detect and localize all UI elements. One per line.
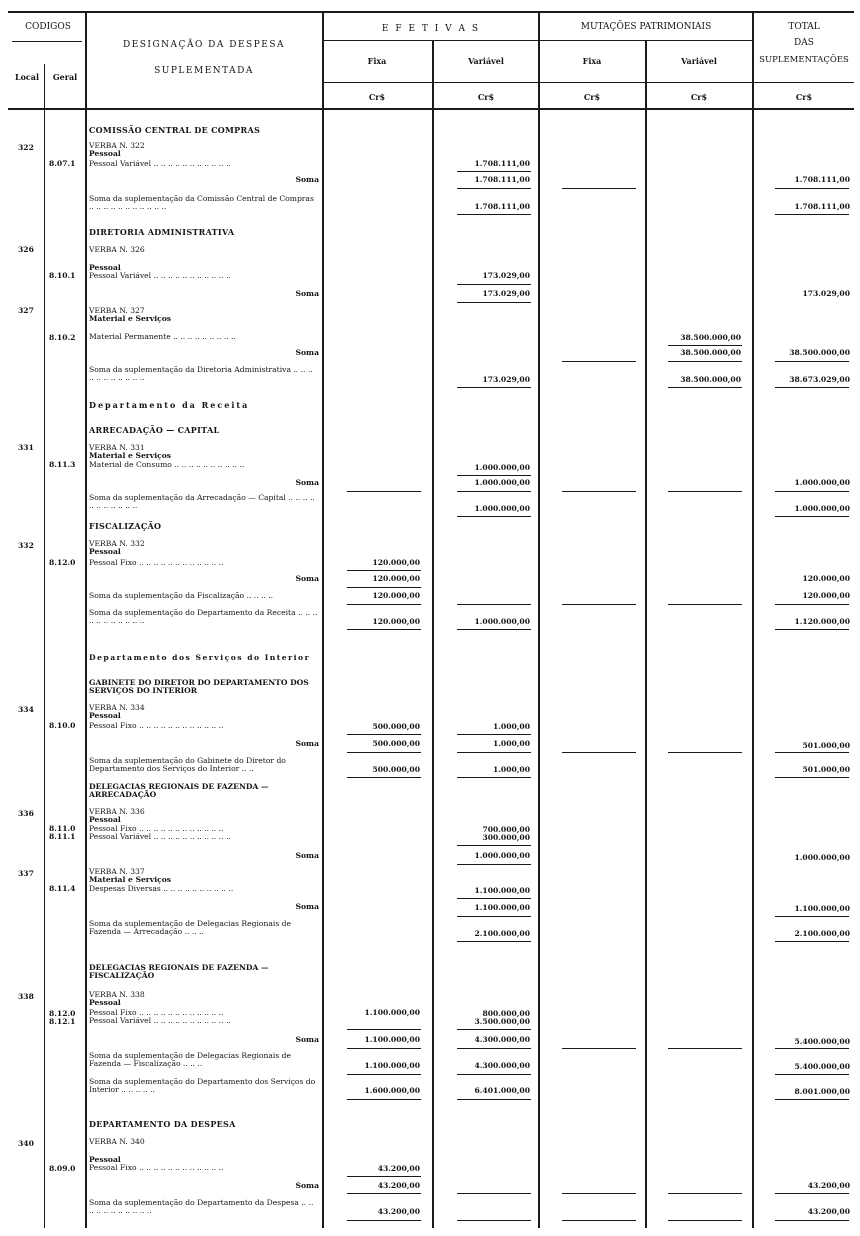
local-code: 337 bbox=[18, 869, 34, 878]
efetivas-underline bbox=[322, 40, 752, 41]
section-title: ARRECADAÇÃO — CAPITAL bbox=[89, 425, 220, 435]
supplement-mutacoes-variavel: 38.500.000,00 bbox=[680, 375, 741, 384]
underline bbox=[347, 1029, 421, 1030]
general-code: 8.11.4 bbox=[49, 884, 76, 893]
verba-label: VERBA N. 326 bbox=[89, 245, 145, 254]
general-code: 8.07.1 bbox=[49, 159, 76, 168]
supplement-total: 8.001.000,00 bbox=[794, 1087, 850, 1096]
amount-efetivas-variavel: 1.000,00 bbox=[493, 722, 530, 731]
header-mutacoes-fixa: Fixa bbox=[582, 56, 602, 66]
soma-total: 43.200,00 bbox=[807, 1181, 850, 1190]
underline bbox=[775, 188, 849, 189]
supplement-efetivas-variavel: 4.300.000,00 bbox=[474, 1061, 530, 1070]
underline bbox=[562, 604, 636, 605]
underline bbox=[457, 1193, 531, 1194]
underline bbox=[457, 734, 531, 735]
amount-efetivas-variavel: 800.000,00 bbox=[482, 1009, 530, 1018]
section-title: GABINETE DO DIRETOR DO DEPARTAMENTO DOS SERVIÇOS DO INTERIOR bbox=[89, 679, 309, 695]
underline bbox=[668, 387, 742, 388]
soma-total: 120.000,00 bbox=[802, 574, 850, 583]
soma-efetivas-variavel: 173.029,00 bbox=[482, 289, 530, 298]
underline bbox=[775, 387, 849, 388]
amount-efetivas-variavel: 300.000,00 bbox=[482, 833, 530, 842]
item-description: Pessoal Fixo .. .. .. .. .. .. .. .. .. .. .. .. bbox=[89, 1009, 224, 1017]
underline bbox=[775, 361, 849, 362]
underline bbox=[457, 171, 531, 172]
soma-mutacoes-variavel: 38.500.000,00 bbox=[680, 348, 741, 357]
supplement-subtotal-label: Soma da suplementação da Diretoria Administrativa .. .. .. .. .. .. .. .. .. .. .. bbox=[89, 366, 313, 382]
underline bbox=[457, 214, 531, 215]
underline bbox=[347, 1074, 421, 1075]
subgroup-label: Pessoal bbox=[89, 815, 121, 824]
underline bbox=[457, 941, 531, 942]
supplement-efetivas-fixa: 1.600.000,00 bbox=[364, 1086, 420, 1095]
underline bbox=[457, 752, 531, 753]
underline bbox=[457, 1099, 531, 1100]
column-rule-efetivas-variavel bbox=[432, 40, 434, 1228]
soma-efetivas-fixa: 1.100.000,00 bbox=[364, 1035, 420, 1044]
amount-efetivas-variavel: 700.000,00 bbox=[482, 825, 530, 834]
underline bbox=[775, 516, 849, 517]
supplement-total: 1.708.111,00 bbox=[794, 202, 850, 211]
item-description: Material Permanente .. .. .. .. .. .. .. .. .. bbox=[89, 333, 236, 341]
underline bbox=[562, 188, 636, 189]
underline bbox=[457, 387, 531, 388]
header-total-2: DAS bbox=[794, 38, 814, 48]
underline bbox=[457, 1048, 531, 1049]
underline bbox=[775, 777, 849, 778]
underline bbox=[775, 1099, 849, 1100]
currency-efetivas-fixa: Cr$ bbox=[368, 92, 386, 102]
underline bbox=[668, 491, 742, 492]
underline bbox=[775, 1048, 849, 1049]
underline bbox=[457, 475, 531, 476]
underline bbox=[775, 629, 849, 630]
subgroup-label: Pessoal bbox=[89, 1155, 121, 1164]
local-code: 334 bbox=[18, 705, 34, 714]
verba-label: VERBA N. 338 bbox=[89, 990, 145, 999]
subgroup-label: Pessoal bbox=[89, 263, 121, 272]
underline bbox=[457, 1029, 531, 1030]
soma-efetivas-fixa: 500.000,00 bbox=[372, 739, 420, 748]
underline bbox=[775, 752, 849, 753]
item-description: Pessoal Fixo .. .. .. .. .. .. .. .. .. .. .. .. bbox=[89, 559, 224, 567]
header-mutacoes: MUTAÇÕES PATRIMONIAIS bbox=[580, 22, 712, 32]
local-code: 338 bbox=[18, 992, 34, 1001]
underline bbox=[347, 1099, 421, 1100]
underline bbox=[668, 1193, 742, 1194]
header-codigos: CODIGOS bbox=[25, 22, 71, 32]
column-rule-mutacoes-variavel bbox=[645, 40, 647, 1228]
supplement-subtotal-label: Soma da suplementação do Departamento da Receita .. .. .. .. .. .. .. .. .. .. .. bbox=[89, 609, 318, 625]
local-code: 326 bbox=[18, 245, 34, 254]
soma-total: 1.000.000,00 bbox=[794, 478, 850, 487]
currency-row-rule bbox=[322, 82, 854, 83]
header-designacao-1: DESIGNAÇÃO DA DESPESA bbox=[122, 40, 285, 50]
soma-label: Soma bbox=[295, 851, 319, 860]
underline bbox=[457, 845, 531, 846]
general-code: 8.12.1 bbox=[49, 1017, 76, 1026]
header-geral: Geral bbox=[52, 72, 78, 82]
amount-efetivas-variavel: 1.708.111,00 bbox=[474, 159, 530, 168]
underline bbox=[775, 491, 849, 492]
local-code: 340 bbox=[18, 1139, 34, 1148]
underline bbox=[775, 604, 849, 605]
verba-label: VERBA N. 327 bbox=[89, 306, 145, 315]
underline bbox=[668, 1220, 742, 1221]
soma-efetivas-variavel: 4.300.000,00 bbox=[474, 1035, 530, 1044]
soma-total: 173.029,00 bbox=[802, 289, 850, 298]
soma-total: 38.500.000,00 bbox=[789, 348, 850, 357]
subgroup-label: Pessoal bbox=[89, 998, 121, 1007]
item-description: Pessoal Variável .. .. .. .. .. .. .. .. .. .. .. bbox=[89, 272, 231, 280]
item-description: Pessoal Variável .. .. .. .. .. .. .. .. .. .. .. bbox=[89, 1017, 231, 1025]
verba-label: VERBA N. 322 bbox=[89, 141, 145, 150]
codigos-underline bbox=[12, 41, 82, 42]
underline bbox=[347, 587, 421, 588]
header-total-3: SUPLEMENTAÇÕES bbox=[759, 55, 849, 65]
subgroup-label: Pessoal bbox=[89, 149, 121, 158]
general-code: 8.12.0 bbox=[49, 1009, 76, 1018]
supplement-subtotal-label: Soma da suplementação da Arrecadação — Capital .. .. .. .. .. .. .. .. .. .. .. bbox=[89, 494, 315, 510]
supplement-subtotal-label: Soma da suplementação do Departamento da Despesa .. .. .. .. .. .. .. .. .. .. .. bbox=[89, 1199, 314, 1215]
supplement-efetivas-variavel: 6.401.000,00 bbox=[474, 1086, 530, 1095]
soma-label: Soma bbox=[295, 1181, 319, 1190]
underline bbox=[457, 302, 531, 303]
supplement-subtotal-label: Soma da suplementação da Comissão Central de Compras .. .. .. .. .. .. .. .. .. .. .. bbox=[89, 195, 314, 211]
soma-efetivas-variavel: 1.000.000,00 bbox=[474, 478, 530, 487]
supplement-subtotal-label: Soma da suplementação de Delegacias Regionais de Fazenda — Arrecadação .. .. .. bbox=[89, 920, 291, 936]
item-description: Pessoal Variável .. .. .. .. .. .. .. .. .. .. .. bbox=[89, 160, 231, 168]
soma-label: Soma bbox=[295, 739, 319, 748]
subgroup-label: Material e Serviços bbox=[89, 314, 172, 323]
underline bbox=[775, 1074, 849, 1075]
column-rule-designacao bbox=[85, 13, 87, 1228]
local-code: 332 bbox=[18, 541, 34, 550]
underline bbox=[457, 188, 531, 189]
supplement-total: 2.100.000,00 bbox=[794, 929, 850, 938]
soma-total: 501.000,00 bbox=[802, 741, 850, 750]
item-description: Pessoal Fixo .. .. .. .. .. .. .. .. .. .. .. .. bbox=[89, 1164, 224, 1172]
underline bbox=[457, 898, 531, 899]
supplement-efetivas-variavel: 1.000.000,00 bbox=[474, 617, 530, 626]
soma-efetivas-fixa: 120.000,00 bbox=[372, 574, 420, 583]
soma-label: Soma bbox=[295, 574, 319, 583]
section-title: DELEGACIAS REGIONAIS DE FAZENDA — ARRECADAÇÃO bbox=[89, 783, 269, 799]
supplement-total: 120.000,00 bbox=[802, 591, 850, 600]
underline bbox=[668, 752, 742, 753]
general-code: 8.11.1 bbox=[49, 832, 76, 841]
supplement-subtotal-label: Soma da suplementação de Delegacias Regionais de Fazenda — Fiscalização .. .. .. bbox=[89, 1052, 291, 1068]
supplement-efetivas-variavel: 1.000.000,00 bbox=[474, 504, 530, 513]
supplement-efetivas-fixa: 43.200,00 bbox=[377, 1207, 420, 1216]
top-rule bbox=[8, 11, 854, 13]
section-title: FISCALIZAÇÃO bbox=[89, 521, 162, 531]
underline bbox=[668, 604, 742, 605]
general-code: 8.12.0 bbox=[49, 558, 76, 567]
verba-label: VERBA N. 332 bbox=[89, 539, 145, 548]
header-efetivas: E F E T I V A S bbox=[381, 24, 481, 34]
general-code: 8.09.0 bbox=[49, 1164, 76, 1173]
underline bbox=[457, 1074, 531, 1075]
general-code: 8.10.2 bbox=[49, 333, 76, 342]
amount-efetivas-variavel: 173.029,00 bbox=[482, 271, 530, 280]
general-code: 8.10.0 bbox=[49, 721, 76, 730]
supplement-total: 43.200,00 bbox=[807, 1207, 850, 1216]
verba-label: VERBA N. 337 bbox=[89, 867, 145, 876]
soma-total: 5.400.000,00 bbox=[794, 1037, 850, 1046]
supplement-efetivas-fixa: 500.000,00 bbox=[372, 765, 420, 774]
soma-total: 1.708.111,00 bbox=[794, 175, 850, 184]
underline bbox=[562, 1220, 636, 1221]
soma-label: Soma bbox=[295, 348, 319, 357]
supplement-efetivas-variavel: 173.029,00 bbox=[482, 375, 530, 384]
underline bbox=[775, 941, 849, 942]
supplement-total: 5.400.000,00 bbox=[794, 1062, 850, 1071]
soma-label: Soma bbox=[295, 289, 319, 298]
supplement-total: 1.120.000,00 bbox=[794, 617, 850, 626]
currency-total: Cr$ bbox=[795, 92, 813, 102]
soma-total: 1.100.000,00 bbox=[794, 904, 850, 913]
header-total-1: TOTAL bbox=[788, 22, 820, 32]
soma-label: Soma bbox=[295, 478, 319, 487]
underline bbox=[457, 629, 531, 630]
underline bbox=[347, 1048, 421, 1049]
column-rule-codigos-split bbox=[44, 64, 45, 1228]
general-code: 8.10.1 bbox=[49, 271, 76, 280]
header-mutacoes-variavel: Variável bbox=[681, 56, 717, 66]
verba-label: VERBA N. 331 bbox=[89, 443, 145, 452]
underline bbox=[562, 1193, 636, 1194]
underline bbox=[457, 916, 531, 917]
verba-label: VERBA N. 336 bbox=[89, 807, 145, 816]
underline bbox=[347, 734, 421, 735]
underline bbox=[562, 752, 636, 753]
amount-efetivas-variavel: 3.500.000,00 bbox=[474, 1017, 530, 1026]
underline bbox=[775, 1193, 849, 1194]
department-title: Departamento dos Serviços do Interior bbox=[89, 654, 311, 662]
underline bbox=[347, 1220, 421, 1221]
underline bbox=[457, 777, 531, 778]
amount-efetivas-variavel: 1.000.000,00 bbox=[474, 463, 530, 472]
header-bottom-rule bbox=[8, 108, 854, 110]
subgroup-label: Pessoal bbox=[89, 547, 121, 556]
supplement-efetivas-fixa: 120.000,00 bbox=[372, 617, 420, 626]
general-code: 8.11.0 bbox=[49, 824, 76, 833]
soma-efetivas-variavel: 1.708.111,00 bbox=[474, 175, 530, 184]
underline bbox=[668, 1048, 742, 1049]
verba-label: VERBA N. 334 bbox=[89, 703, 145, 712]
supplement-efetivas-fixa: 120.000,00 bbox=[372, 591, 420, 600]
item-description: Pessoal Variável .. .. .. .. .. .. .. .. .. .. .. bbox=[89, 833, 231, 841]
underline bbox=[347, 752, 421, 753]
subgroup-label: Pessoal bbox=[89, 711, 121, 720]
local-code: 322 bbox=[18, 143, 34, 152]
supplement-subtotal-label: Soma da suplementação do Gabinete do Diretor do Departamento dos Serviços do Interior .. .. bbox=[89, 757, 286, 773]
soma-label: Soma bbox=[295, 902, 319, 911]
soma-label: Soma bbox=[295, 175, 319, 184]
supplement-total: 38.673.029,00 bbox=[789, 375, 850, 384]
amount-efetivas-variavel: 1.100.000,00 bbox=[474, 886, 530, 895]
supplement-efetivas-variavel: 1.000,00 bbox=[493, 765, 530, 774]
supplement-total: 1.000.000,00 bbox=[794, 504, 850, 513]
soma-efetivas-fixa: 43.200,00 bbox=[377, 1181, 420, 1190]
underline bbox=[347, 570, 421, 571]
amount-mutacoes-variavel: 38.500.000,00 bbox=[680, 333, 741, 342]
column-rule-mutacoes-fixa bbox=[538, 13, 540, 1228]
underline bbox=[668, 345, 742, 346]
section-title: DELEGACIAS REGIONAIS DE FAZENDA — FISCALIZAÇÃO bbox=[89, 964, 269, 980]
item-description: Despesas Diversas .. .. .. .. .. .. .. .. .. .. bbox=[89, 885, 234, 893]
local-code: 331 bbox=[18, 443, 34, 452]
soma-efetivas-variavel: 1.100.000,00 bbox=[474, 903, 530, 912]
supplement-subtotal-label: Soma da suplementação do Departamento dos Serviços do Interior .. .. .. .. .. bbox=[89, 1078, 316, 1094]
currency-efetivas-variavel: Cr$ bbox=[477, 92, 495, 102]
underline bbox=[347, 629, 421, 630]
underline bbox=[668, 361, 742, 362]
underline bbox=[347, 604, 421, 605]
currency-mutacoes-fixa: Cr$ bbox=[583, 92, 601, 102]
underline bbox=[347, 491, 421, 492]
item-description: Pessoal Fixo .. .. .. .. .. .. .. .. .. .. .. .. bbox=[89, 825, 224, 833]
subgroup-label: Material e Serviços bbox=[89, 451, 172, 460]
amount-efetivas-fixa: 43.200,00 bbox=[377, 1164, 420, 1173]
soma-efetivas-variavel: 1.000.000,00 bbox=[474, 851, 530, 860]
underline bbox=[775, 916, 849, 917]
section-title: COMISSÃO CENTRAL DE COMPRAS bbox=[89, 125, 261, 135]
underline bbox=[562, 361, 636, 362]
header-efetivas-variavel: Variável bbox=[468, 56, 504, 66]
underline bbox=[347, 1193, 421, 1194]
underline bbox=[457, 864, 531, 865]
local-code: 327 bbox=[18, 306, 34, 315]
soma-total: 1.000.000,00 bbox=[794, 853, 850, 862]
soma-efetivas-variavel: 1.000,00 bbox=[493, 739, 530, 748]
underline bbox=[457, 284, 531, 285]
supplement-subtotal-label: Soma da suplementação da Fiscalização .. .. .. .. bbox=[89, 592, 274, 600]
underline bbox=[775, 214, 849, 215]
verba-label: VERBA N. 340 bbox=[89, 1137, 145, 1146]
header-designacao-2: SUPLEMENTADA bbox=[154, 66, 254, 76]
currency-mutacoes-variavel: Cr$ bbox=[690, 92, 708, 102]
underline bbox=[457, 604, 531, 605]
soma-label: Soma bbox=[295, 1035, 319, 1044]
item-description: Material de Consumo .. .. .. .. .. .. .. .. .. .. bbox=[89, 461, 245, 469]
supplement-efetivas-variavel: 2.100.000,00 bbox=[474, 929, 530, 938]
header-local: Local bbox=[14, 72, 40, 82]
amount-efetivas-fixa: 1.100.000,00 bbox=[364, 1008, 420, 1017]
underline bbox=[457, 491, 531, 492]
supplement-efetivas-fixa: 1.100.000,00 bbox=[364, 1061, 420, 1070]
underline bbox=[562, 491, 636, 492]
supplement-total: 501.000,00 bbox=[802, 765, 850, 774]
department-title: Departamento da Receita bbox=[89, 400, 250, 410]
underline bbox=[347, 1176, 421, 1177]
section-title: DEPARTAMENTO DA DESPESA bbox=[89, 1119, 236, 1129]
underline bbox=[347, 777, 421, 778]
amount-efetivas-fixa: 500.000,00 bbox=[372, 722, 420, 731]
header-efetivas-fixa: Fixa bbox=[367, 56, 387, 66]
local-code: 336 bbox=[18, 809, 34, 818]
underline bbox=[562, 1048, 636, 1049]
underline bbox=[775, 1220, 849, 1221]
subgroup-label: Material e Serviços bbox=[89, 875, 172, 884]
underline bbox=[457, 516, 531, 517]
item-description: Pessoal Fixo .. .. .. .. .. .. .. .. .. .. .. .. bbox=[89, 722, 224, 730]
general-code: 8.11.3 bbox=[49, 460, 76, 469]
amount-efetivas-fixa: 120.000,00 bbox=[372, 558, 420, 567]
supplement-efetivas-variavel: 1.708.111,00 bbox=[474, 202, 530, 211]
section-title: DIRETORIA ADMINISTRATIVA bbox=[89, 227, 235, 237]
underline bbox=[457, 1220, 531, 1221]
